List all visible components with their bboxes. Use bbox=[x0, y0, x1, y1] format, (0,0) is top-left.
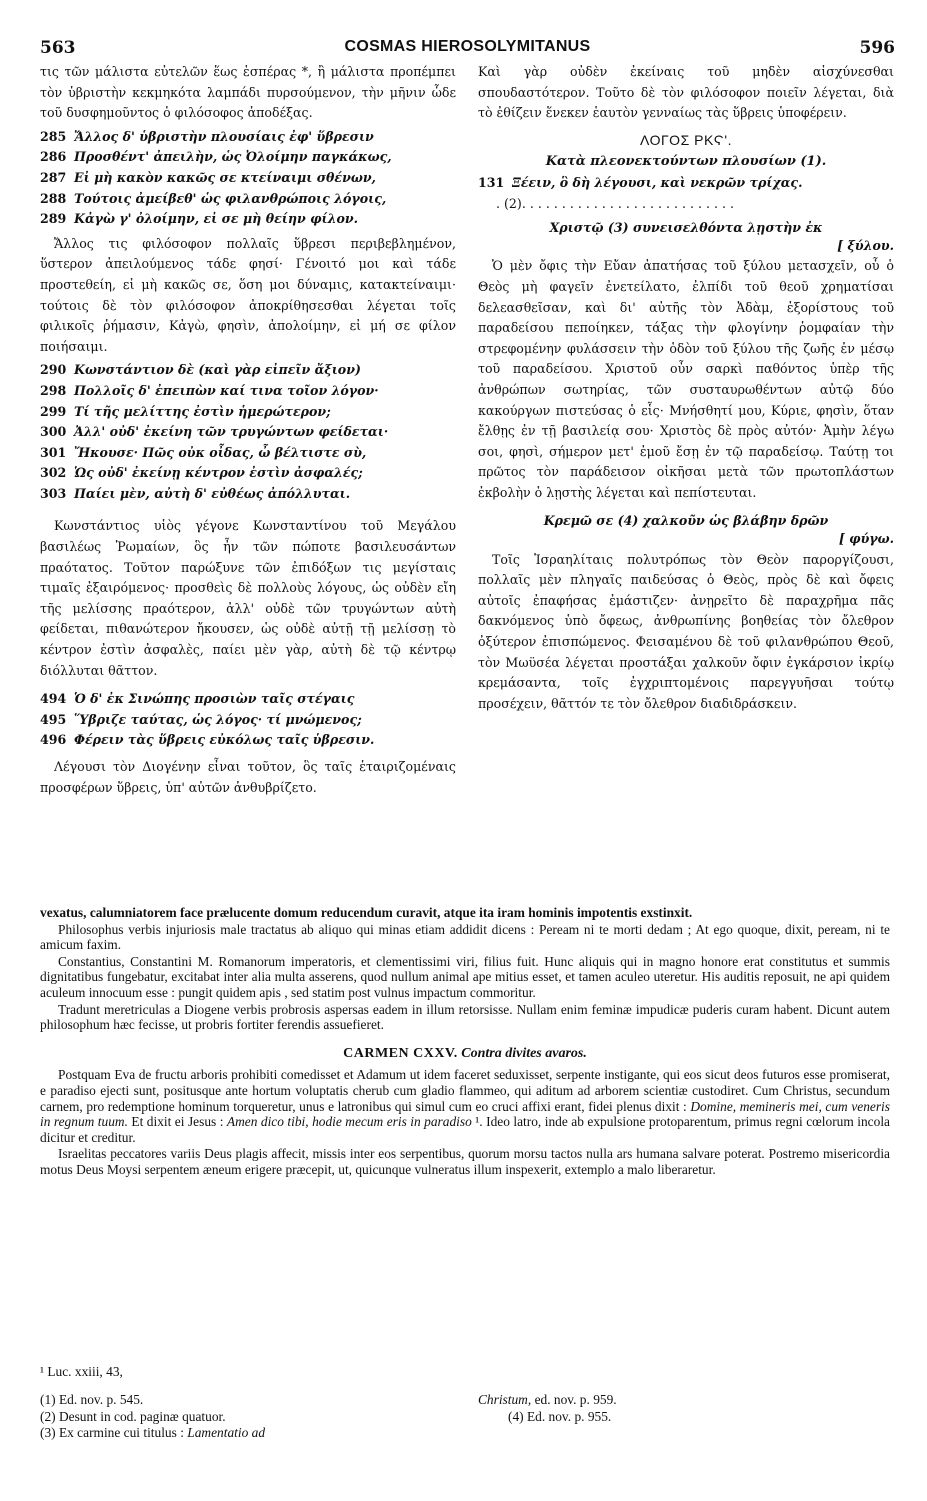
verse-text: Πολλοῖς δ' ἐπειπὼν καί τινα τοῖον λόγον· bbox=[74, 382, 379, 398]
page-number-right: 596 bbox=[859, 38, 895, 58]
footnote-title: Lamentatio ad bbox=[187, 1425, 266, 1440]
lemma-continuation: [ ξύλου. bbox=[837, 237, 894, 253]
verse-line bbox=[40, 168, 456, 189]
verse-text: Ὕβριζε ταύτας, ὡς λόγος· τί μνώμενος; bbox=[74, 711, 362, 727]
verse-text: Ὁ δ' ἐκ Σινώπης προσιὼν ταῖς στέγαις bbox=[74, 691, 355, 707]
footnote: (2) Desunt in cod. paginæ quatuor. bbox=[40, 1408, 226, 1424]
verse-line bbox=[40, 689, 456, 710]
verse-text: Ἤκουσε· Πῶς οὐκ οἶδας, ὦ βέλτιστε σὺ, bbox=[74, 444, 367, 460]
latin-quote: Domine, memineris mei, cum veneris in regnum tuum. bbox=[40, 1098, 890, 1130]
verse-line bbox=[40, 463, 456, 484]
verse-number: 298 bbox=[40, 382, 67, 398]
verse-number: 496 bbox=[40, 732, 67, 748]
verse-text: Φέρειν τὰς ὕβρεις εὐκόλως ταῖς ὑβρεσιν. bbox=[74, 732, 375, 748]
verse-number: 495 bbox=[40, 711, 67, 727]
verse-text: Προσθέντ' ἀπειλὴν, ὡς Ὀλοίμην παγκάκως, bbox=[74, 149, 392, 165]
verse-line bbox=[40, 422, 456, 443]
lemma: Κρεμῶ σε (4) χαλκοῦν ὡς βλάβην δρῶν bbox=[543, 513, 829, 529]
greek-column-left bbox=[40, 62, 456, 798]
latin-quote: Amen dico tibi, hodie mecum eris in paradiso bbox=[226, 1114, 472, 1130]
greek-column-right bbox=[478, 62, 894, 714]
verse-number: 285 bbox=[40, 128, 67, 144]
verse-number: 301 bbox=[40, 444, 67, 460]
footnote-text: (3) Ex carmine cui titulus : bbox=[40, 1425, 184, 1440]
verse-text: Ξέειν, ὃ δὴ λέγουσι, καὶ νεκρῶν τρίχας. bbox=[512, 174, 803, 190]
verse-number: 494 bbox=[40, 691, 67, 707]
running-header bbox=[40, 38, 895, 60]
carmen-title-greek: ΛΟΓΟΣ ΡΚϚ'. bbox=[640, 131, 732, 148]
verse-number: 300 bbox=[40, 424, 67, 440]
running-title: COSMAS HIEROSOLYMITANUS bbox=[344, 38, 591, 55]
latin-text: Postquam Eva de fructu arboris prohibiti comedisset et Adamum ut idem faceret seduxisset, serpente instigante, qui eos sicut deos futuros esse promiserat, e paradiso ejecti sunt, positusque ante hortum voluptatis cherub cum gladio flammeo, qui aditum ad arborem scientiæ custodiret. Cum Christus, secundum carnem, pro redemptione hominum torqueretur, unus e latronibus qui simul cum eo cruci affixi erant, fidei plenus dixit : bbox=[40, 1067, 890, 1114]
verse-block bbox=[40, 360, 456, 504]
verse-text: Εἰ μὴ κακὸν κακῶς σε κτείναιμι σθένων, bbox=[74, 169, 376, 185]
verse-number: 290 bbox=[40, 362, 67, 378]
latin-paragraph: Philosophus verbis injuriosis male tractatus ab aliquo qui minas etiam addidit dicens : Peream ni te morti dedam ; At ego quoque, dixit, peream, ni te amicum faxim. bbox=[40, 921, 890, 953]
footnote: (4) Ed. nov. p. 955. bbox=[508, 1408, 612, 1424]
greek-paragraph: Κωνστάντιος υἱὸς γέγονε Κωνσταντίνου τοῦ Μεγάλου βασιλέως Ῥωμαίων, ὃς ἦν τῶν πώποτε βασιλευσάντων πραότατος. Τοῦτον παρώξυνε τῶν ἐπιδόξων τις μεγίσταις τιμαῖς ἐξαιρόμενος· προσθεὶς δὲ πολλοὺς λόγους, ὡς οὐδὲν εἴη τῆς μελίσσης πραότερον, ἀλλ' οὐδὲ τῶν τρυγώντων αὐτὴ φείδεται, πιθανώτερον ἤκουσεν, ὡς οὐδὲ αὐτῇ τῇ μελίσσῃ τὸ κέντρον ἐστὶν ἀσφαλὲς, παίει μὲν γὰρ, αὐτὴ δὲ τῷ κέντρῳ διόλλυται θᾶττον. bbox=[40, 518, 456, 678]
verse-text: Τί τῆς μελίττης ἐστὶν ἡμερώτερον; bbox=[74, 403, 331, 419]
verse-line bbox=[40, 484, 456, 505]
latin-paragraph: Israelitas peccatores variis Deus plagis affecit, missis inter eos serpentibus, quorum morsu tactos nulla ars humana salvare poterat. Postremo misericordia motus Deus Moysi serpentem æneum erigere præcepit, ut, quicunque vulneratus illum inspexerit, extemplo a malo liberaretur. bbox=[40, 1146, 890, 1177]
footnotes-left bbox=[40, 1392, 470, 1442]
greek-paragraph: Ὁ μὲν ὄφις τὴν Εὔαν ἀπατήσας τοῦ ξύλου μετασχεῖν, οὗ ὁ Θεὸς μὴ φαγεῖν ἐνετείλατο, ἐλπίδι τοῦ θεοῦ χρηματίσαι δελεασθεῖσαν, καὶ δι' αὐτῆς τὸν Ἀδὰμ, ἐξορίστους τοῦ παραδείσου πεποίηκεν, τάξας τὴν φλογίνην ῥομφαίαν τὴν στρεφομένην φυλάσσειν τὴν ὁδὸν τοῦ ξύλου τῆς ζωῆς ἐν μέσῳ τοῦ παραδείσου. Χριστοῦ οὖν σαρκὶ παθόντος ὑπὲρ τῆς ἀνθρώπων σωτηρίας, τῶν συσταυρωθέντων αὐτῷ δύο κακούργων πιστεύσας ὁ εἷς· Μνήσθητί μου, Κύριε, φησὶν, ὅταν ἔλθῃς ἐν τῇ βασιλείᾳ σου· Χριστὸς δὲ πρὸς αὐτόν· Ἀμὴν λέγω σοι, φησὶ, σήμερον μετ' ἐμοῦ ἔσῃ ἐν τῷ παραδείσῳ. Ταύτῃ τοι πρῶτος τὸν παράδεισον οἰκῆσαι μετὰ τῶν πρωτοπλάστων ἐκβολὴν ὁ λῃστὴς λέγεται καὶ πεπίστευται. bbox=[478, 258, 894, 500]
latin-paragraph: vexatus, calumniatorem face prælucente domum reducendum curavit, atque ita iram hominis impotentis exstinxit. bbox=[40, 905, 693, 920]
verse-line bbox=[40, 381, 456, 402]
greek-paragraph: Ἄλλος τις φιλόσοφον πολλαῖς ὕβρεσι περιβεβλημένον, ὕστερον ἀπειλούμενος τάδε φησί· Γένοιτό μοι καὶ τάδε προστεθείη, εἰ μὴ κακῶς σε, ὅση μοι δύναμις, κατακτείναιμι· τούτοις δὲ τὸν φιλόσοφον ἀποκρίθησεσθαι λέγεται τοῖς φιλικοῖς ῥήμασιν, Κἀγὼ, φησὶν, ἀπολοίμην, εἰ μή σε φίλον ποιήσαιμι. bbox=[40, 235, 456, 354]
footnote-text: ed. nov. p. 959. bbox=[534, 1392, 617, 1407]
carmen-subtitle-greek: Κατὰ πλεονεκτούντων πλουσίων (1). bbox=[545, 154, 827, 170]
verse-number: 131 bbox=[478, 174, 505, 190]
verse-text: Τούτοις ἀμείβεθ' ὡς φιλανθρώποις λόγοις, bbox=[74, 190, 387, 206]
verse-number: 303 bbox=[40, 485, 67, 501]
greek-paragraph: Καὶ γὰρ οὐδὲν ἐκείναις τοῦ μηδὲν αἰσχύνεσθαι σπουδαστότερον. Τοῦτο δὲ τὸν φιλόσοφον ποιεῖν λέγεται, διὰ τὸ ἐθίζειν ἕνεκεν ἑαυτὸν γενναίως τὰς ὕβρεις ὑποφέρειν. bbox=[478, 64, 894, 121]
verse-text: Κωνστάντιον δὲ (καὶ γὰρ εἰπεῖν ἄξιον) bbox=[74, 362, 361, 378]
verse-line bbox=[40, 147, 456, 168]
verse-text: Παίει μὲν, αὐτὴ δ' εὐθέως ἀπόλλυται. bbox=[74, 485, 351, 501]
verse-number: 302 bbox=[40, 465, 67, 481]
verse-line bbox=[40, 402, 456, 423]
lemma-continuation: [ φύγω. bbox=[838, 531, 894, 547]
verse-line bbox=[478, 173, 894, 194]
carmen-subtitle-latin: Contra divites avaros. bbox=[461, 1045, 587, 1061]
footnote-reference: ¹ Luc. xxiii, 43, bbox=[40, 1364, 123, 1379]
carmen-title-latin bbox=[40, 1046, 890, 1062]
latin-paragraph bbox=[40, 1067, 890, 1145]
verse-number: 286 bbox=[40, 149, 67, 165]
verse-number: 289 bbox=[40, 211, 67, 227]
verse-line bbox=[40, 443, 456, 464]
latin-translation bbox=[40, 905, 890, 1179]
verse-text: Ἄλλος δ' ὑβριστὴν πλουσίαις ἐφ' ὕβρεσιν bbox=[74, 128, 374, 144]
verse-block bbox=[40, 689, 456, 751]
latin-paragraph: Tradunt meretriculas a Diogene verbis probrosis aspersas eadem in illum retorsisse. Nullam enim feminæ impudicæ puderis curam habent. Dicunt autem philosophum hæc fecisse, ut probris fortiter ferendis assuefieret. bbox=[40, 1001, 890, 1033]
latin-text: Et dixit ei Jesus : bbox=[131, 1114, 224, 1130]
verse-number: 299 bbox=[40, 403, 67, 419]
verse-line bbox=[40, 209, 456, 230]
verse-text: Ὡς οὐδ' ἐκείνῃ κέντρον ἐστὶν ἀσφαλές; bbox=[74, 465, 363, 481]
greek-paragraph: Λέγουσι τὸν Διογένην εἶναι τοῦτον, ὃς ταῖς ἑταιριζομέναις προσφέρων ὕβρεις, ὑπ' αὐτῶν ἀνθυβρίζετο. bbox=[40, 759, 456, 795]
latin-paragraph: Constantius, Constantini M. Romanorum imperatoris, et clementissimi viri, filius fuit. Hunc aliquis qui in magno honore erat constitutus et summis dignitatibus fungebatur, excitabat inter alia multa asserens, quod nullum animal ape mitius esset, et tamen aculeo uteretur. His auditis reposuit, ne api quidem aculeum innocuum esse : pungit quidem apis , sed statim post vulnus impactum commoritur. bbox=[40, 953, 890, 1000]
greek-paragraph: τις τῶν μάλιστα εὐτελῶν ἕως ἑσπέρας *, ἢ μάλιστα προπέμπει τὸν ὑβριστὴν κεκμηκότα λαμπάδι πυρσούμενον, τὴν μῆνιν ὧδε τοῦ δυσφημοῦντος ὁ φιλόσοφος ἀποδέξας. bbox=[40, 64, 456, 121]
carmen-number: CARMEN CXXV. bbox=[343, 1045, 458, 1061]
verse-block bbox=[40, 127, 456, 230]
greek-paragraph: Τοῖς Ἰσραηλίταις πολυτρόπως τὸν Θεὸν παροργίζουσι, πολλαῖς μὲν πληγαῖς παιδεύσας ὁ Θεὸς, πρὸς δὲ καὶ ὄφεις αὐτοῖς ἐπαφήσας ἐμάστιζεν· ἀνῃρεῖτο δὲ παραχρῆμα πᾶς δακνόμενος ὑπὸ ὄφεως, ἀνθρωπίνης βοηθείας τὸν ὄλεθρον ὀξύτερον ἐπισπώμενος. Φεισαμένου δὲ τοῦ φιλανθρώπου Θεοῦ, τὸν Μωϋσέα λέγεται προστάξαι χαλκοῦν ὄφιν ἐγκάρσιον ἰκρίῳ κρεμάσαντα, τοῖς ἐγχριπτομένοις παρεγγυῆσαι τούτῳ προσέχειν, θᾶττόν τε τὸν ὄλεθρον διαδιδράσκειν. bbox=[478, 551, 894, 711]
footnote: (1) Ed. nov. p. 545. bbox=[40, 1392, 144, 1407]
page-number-left: 563 bbox=[40, 38, 76, 58]
latin-text: ¹. Ideo latro, inde ab expulsione protoparentum, primus regni cœlorum incola dicitur et creditur. bbox=[40, 1114, 890, 1145]
lemma: Χριστῷ (3) συνεισελθόντα λῃστὴν ἐκ bbox=[549, 220, 823, 236]
verse-line bbox=[40, 360, 456, 381]
footnote-title: Christum, bbox=[478, 1392, 532, 1407]
verse-text: Ἀλλ' οὐδ' ἐκείνη τῶν τρυγώντων φείδεται· bbox=[74, 424, 389, 440]
verse-line bbox=[40, 189, 456, 210]
verse-number: 287 bbox=[40, 169, 67, 185]
footnote bbox=[40, 1425, 470, 1442]
verse-line bbox=[40, 127, 456, 148]
verse-line bbox=[40, 730, 456, 751]
verse-number: 288 bbox=[40, 190, 67, 206]
verse-line bbox=[40, 710, 456, 731]
lacuna-note: . (2). . . . . . . . . . . . . . . . . . . . . . . . . . . bbox=[496, 195, 735, 211]
verse-text: Κἀγὼ γ' ὀλοίμην, εἰ σε μὴ θείην φίλον. bbox=[74, 211, 358, 227]
footnotes-right bbox=[478, 1392, 878, 1425]
footnote bbox=[478, 1392, 878, 1409]
